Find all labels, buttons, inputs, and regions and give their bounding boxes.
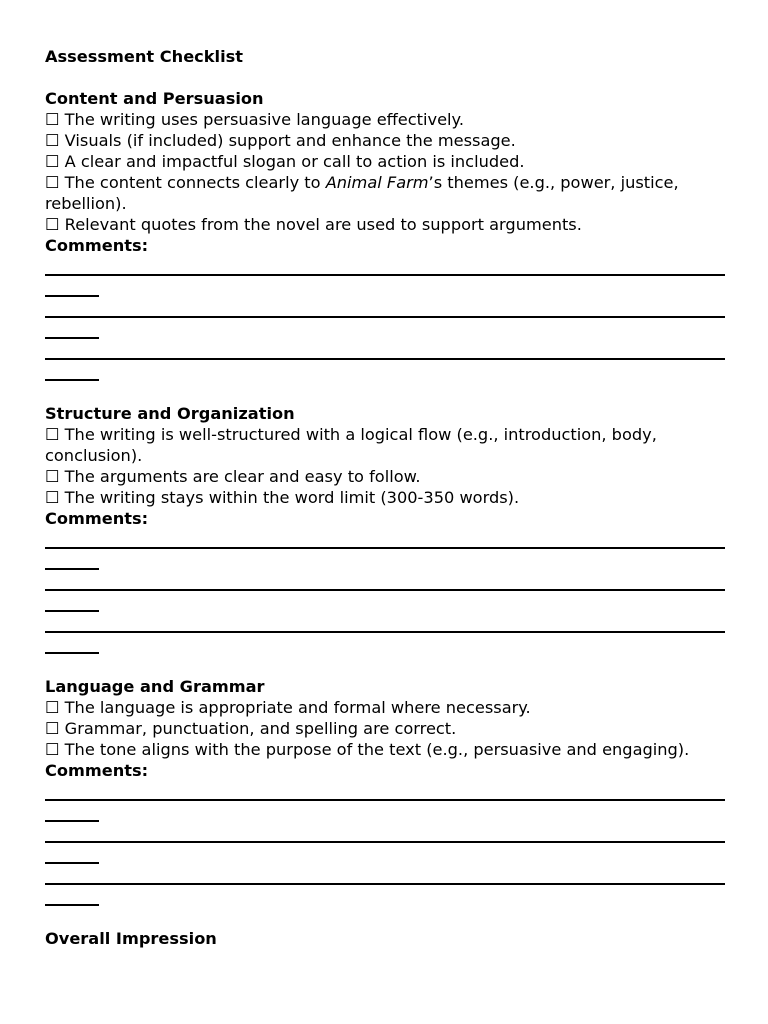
comment-line[interactable] <box>45 865 725 886</box>
comment-line[interactable] <box>45 340 725 361</box>
comment-line-end[interactable] <box>45 592 99 613</box>
comment-line-end[interactable] <box>45 886 99 907</box>
comments-label: Comments: <box>45 509 149 528</box>
novel-title: Animal Farm <box>325 173 429 192</box>
comment-line[interactable] <box>45 781 725 802</box>
comment-lines[interactable] <box>45 529 725 655</box>
checklist-item: ☐ Grammar, punctuation, and spelling are correct. <box>45 719 457 738</box>
section-content-persuasion <box>45 88 725 382</box>
checkbox-icon[interactable]: ☐ <box>45 215 60 234</box>
document-title: Assessment Checklist <box>45 47 244 66</box>
checklist-item: ☐ The writing stays within the word limit (300-350 words). <box>45 488 520 507</box>
comment-line-end[interactable] <box>45 844 99 865</box>
comment-line-end[interactable] <box>45 319 99 340</box>
comments-label: Comments: <box>45 761 149 780</box>
document-page <box>45 46 725 949</box>
checklist-item: ☐ A clear and impactful slogan or call to action is included. <box>45 152 525 171</box>
comment-line[interactable] <box>45 823 725 844</box>
comment-line-end[interactable] <box>45 634 99 655</box>
section-language-grammar <box>45 676 725 907</box>
checkbox-icon[interactable]: ☐ <box>45 425 60 444</box>
checkbox-icon[interactable]: ☐ <box>45 467 60 486</box>
checklist-item: ☐ Relevant quotes from the novel are used to support arguments. <box>45 215 582 234</box>
comment-line-end[interactable] <box>45 550 99 571</box>
checklist-item: ☐ The arguments are clear and easy to follow. <box>45 467 421 486</box>
comment-line-end[interactable] <box>45 277 99 298</box>
section-title-overall-impression: Overall Impression <box>45 929 217 948</box>
checkbox-icon[interactable]: ☐ <box>45 173 60 192</box>
comment-line[interactable] <box>45 613 725 634</box>
comments-label: Comments: <box>45 236 149 255</box>
checkbox-icon[interactable]: ☐ <box>45 740 60 759</box>
section-title: Language and Grammar <box>45 677 265 696</box>
comment-line-end[interactable] <box>45 802 99 823</box>
checklist-item: ☐ The language is appropriate and formal where necessary. <box>45 698 531 717</box>
checkbox-icon[interactable]: ☐ <box>45 152 60 171</box>
comment-line[interactable] <box>45 256 725 277</box>
checkbox-icon[interactable]: ☐ <box>45 698 60 717</box>
checkbox-icon[interactable]: ☐ <box>45 131 60 150</box>
checklist-item: ☐ Visuals (if included) support and enhance the message. <box>45 131 516 150</box>
checkbox-icon[interactable]: ☐ <box>45 488 60 507</box>
section-title: Content and Persuasion <box>45 89 264 108</box>
checkbox-icon[interactable]: ☐ <box>45 110 60 129</box>
comment-line[interactable] <box>45 298 725 319</box>
comment-line[interactable] <box>45 571 725 592</box>
comment-line[interactable] <box>45 529 725 550</box>
comment-line-end[interactable] <box>45 361 99 382</box>
checkbox-icon[interactable]: ☐ <box>45 719 60 738</box>
checklist-item: ☐ The writing uses persuasive language effectively. <box>45 110 464 129</box>
comment-lines[interactable] <box>45 781 725 907</box>
checklist-item: ☐ The writing is well-structured with a logical flow (e.g., introduction, body, conclusion). <box>45 425 657 465</box>
comment-lines[interactable] <box>45 256 725 382</box>
checklist-item: ☐ The tone aligns with the purpose of the text (e.g., persuasive and engaging). <box>45 740 690 759</box>
checklist-item: ☐ The content connects clearly to Animal Farm’s themes (e.g., power, justice, rebellion). <box>45 173 679 213</box>
section-title: Structure and Organization <box>45 404 295 423</box>
section-structure-organization <box>45 403 725 655</box>
